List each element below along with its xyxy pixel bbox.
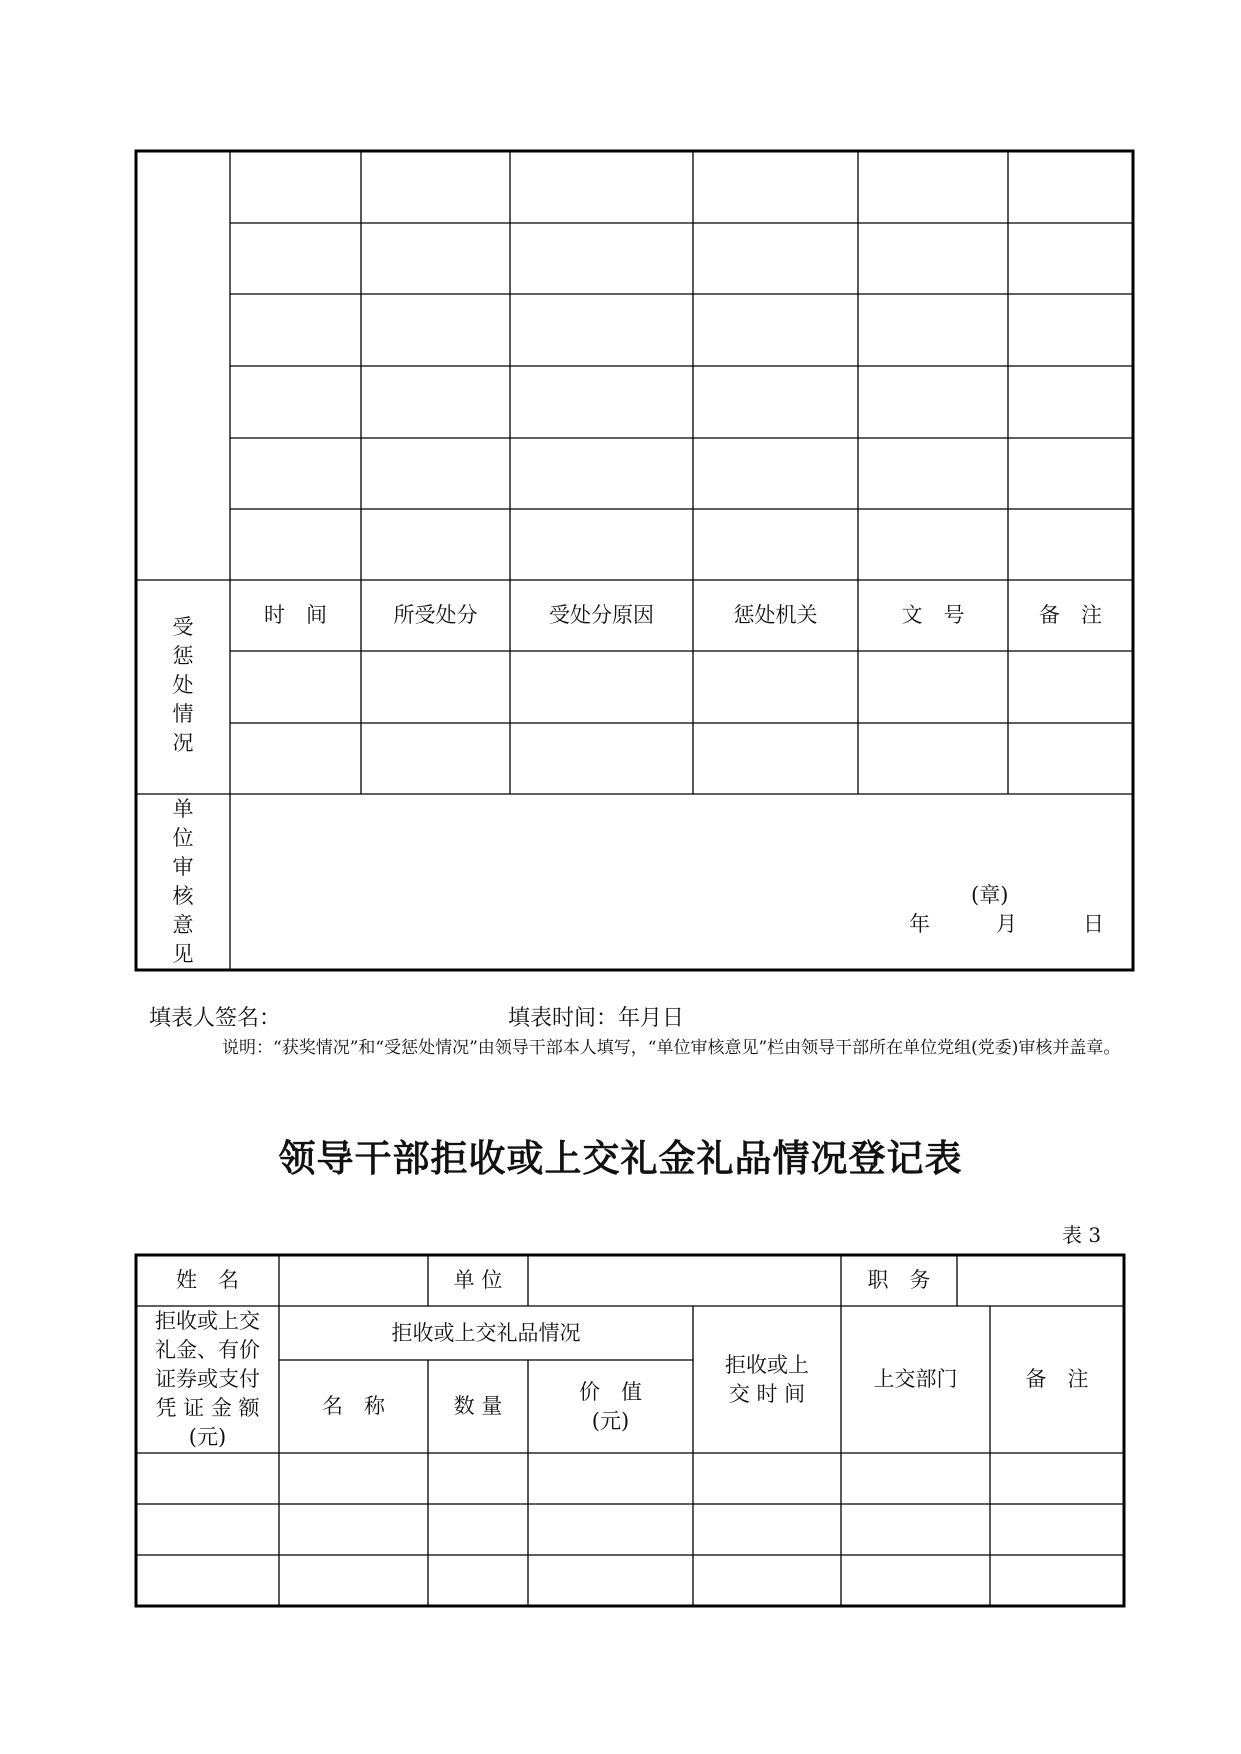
gift-name-label: 名 称 [322,1394,385,1419]
column-header-reason: 受处分原因 [549,603,654,628]
unit-value-field[interactable] [528,1255,841,1306]
column-header-doc-number: 文 号 [901,603,965,628]
unit-review-label-char: 单 [172,797,194,821]
column-header-authority: 惩处机关 [733,603,818,628]
refuse-time-label: 拒收或上 交 时 间 [725,1352,809,1406]
position-label: 职 务 [867,1268,931,1293]
gift-quantity-label: 数 量 [453,1394,503,1419]
name-value-field[interactable] [279,1255,428,1306]
seal-label: (章) [971,883,1009,907]
name-label: 姓 名 [176,1268,239,1293]
date-day-label: 日 [1083,912,1104,936]
column-header-time: 时 间 [264,603,327,628]
gift-value-label: 价 值 (元) [579,1379,642,1433]
date-year-label: 年 [909,912,930,936]
submit-department-label: 上交部门 [873,1367,958,1392]
unit-review-label-char: 审 [172,854,194,879]
punishment-label-char: 情 [172,701,194,726]
gift-group-label: 拒收或上交礼品情况 [391,1320,581,1345]
unit-review-label-char: 核 [172,883,194,908]
explanation-note: 说明：“获奖情况”和“受惩处情况”由领导干部本人填写，“单位审核意见”栏由领导干部所在单位党组(党委)审核并盖章。 [222,1038,1121,1058]
amount-label: 拒收或上交礼金、有价证券或支付凭 证 金 额(元) [155,1309,260,1449]
column-header-remark: 备 注 [1039,603,1102,628]
form3-title: 领导干部拒收或上交礼金礼品情况登记表 [278,1136,963,1180]
form3-remark-label: 备 注 [1025,1367,1089,1392]
date-month-label: 月 [996,912,1017,936]
position-value-field[interactable] [957,1255,1124,1306]
punishment-label-char: 处 [172,672,194,697]
unit-review-label-char: 见 [172,941,194,966]
fill-time-label: 填表时间：年月日 [508,1006,685,1031]
unit-review-label-char: 意 [172,912,194,937]
unit-label: 单 位 [453,1268,503,1293]
filler-signature-label: 填表人签名： [149,1006,282,1031]
column-header-penalty: 所受处分 [393,603,478,628]
punishment-label-char: 况 [172,730,194,755]
form3-table-number: 表 3 [1062,1223,1102,1247]
punishment-label-char: 受 [172,615,194,639]
unit-review-label-char: 位 [172,825,194,850]
punishment-label-char: 惩 [172,643,194,668]
